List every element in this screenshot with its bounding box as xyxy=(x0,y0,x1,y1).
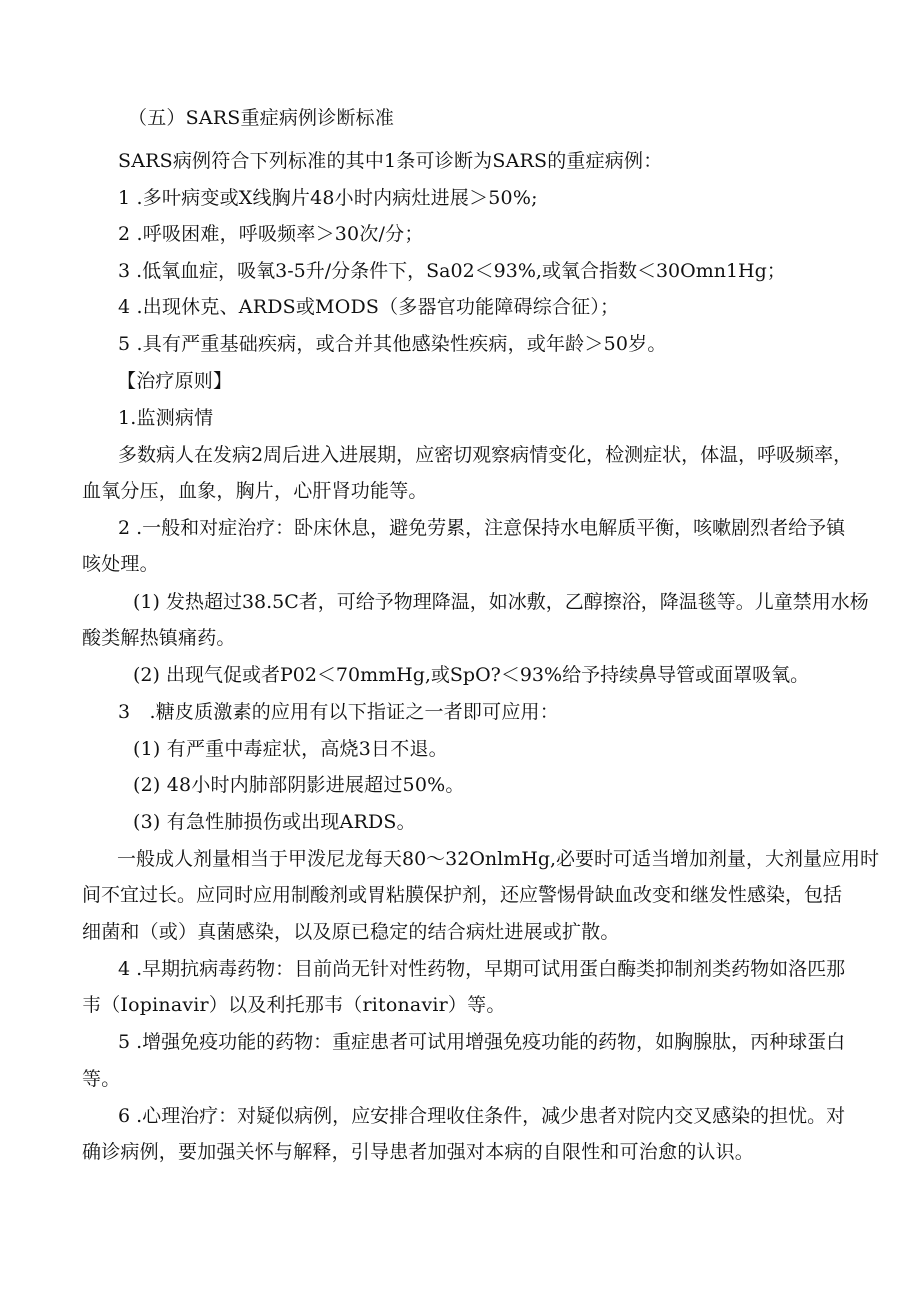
fever-line-1: (1) 发热超过38.5C者，可给予物理降温，如冰敷，乙醇擦浴，降温毯等。儿童禁用水杨 xyxy=(133,591,869,613)
criteria-item-2: 2 .呼吸困难，呼吸频率＞30次/分； xyxy=(118,223,424,245)
immune-line-2: 等。 xyxy=(82,1068,121,1090)
general-treatment-line-2: 咳处理。 xyxy=(82,553,159,575)
criteria-intro: SARS病例符合下列标准的其中1条可诊断为SARS的重症病例： xyxy=(118,150,663,172)
monitor-paragraph-line-1: 多数病人在发病2周后进入进展期，应密切观察病情变化，检测症状，体温，呼吸频率， xyxy=(118,444,853,466)
psych-line-1: 6 .心理治疗：对疑似病例，应安排合理收住条件，减少患者对院内交叉感染的担忧。对 xyxy=(118,1105,846,1127)
fever-line-2: 酸类解热镇痛药。 xyxy=(82,627,236,649)
treatment-heading: 【治疗原则】 xyxy=(117,370,233,392)
general-treatment-line-1: 2 .一般和对症治疗：卧床休息，避免劳累，注意保持水电解质平衡，咳嗽剧烈者给予镇 xyxy=(118,517,846,539)
psych-line-2: 确诊病例，要加强关怀与解释，引导患者加强对本病的自限性和可治愈的认识。 xyxy=(82,1141,755,1163)
steroids-title: 3 .糖皮质激素的应用有以下指证之一者即可应用： xyxy=(118,701,559,723)
steroids-item-1: (1) 有严重中毒症状，高烧3日不退。 xyxy=(133,738,448,760)
antiviral-line-2: 韦（Iopinavir）以及利托那韦（ritonavir）等。 xyxy=(82,994,506,1016)
dosage-line-3: 细菌和（或）真菌感染，以及原已稳定的结合病灶进展或扩散。 xyxy=(82,921,620,943)
monitor-paragraph-line-2: 血氧分压，血象，胸片，心肝肾功能等。 xyxy=(82,480,428,502)
oxygen-line: (2) 出现气促或者P02＜70mmHg,或SpO?＜93%给予持续鼻导管或面罩吸氧。 xyxy=(133,664,810,686)
immune-line-1: 5 .增强免疫功能的药物：重症患者可试用增强免疫功能的药物，如胸腺肽，丙种球蛋白 xyxy=(118,1031,846,1053)
criteria-item-1: 1 .多叶病变或X线胸片48小时内病灶进展＞50%; xyxy=(118,187,538,209)
antiviral-line-1: 4 .早期抗病毒药物：目前尚无针对性药物，早期可试用蛋白酶类抑制剂类药物如洛匹那 xyxy=(118,958,846,980)
dosage-line-1: 一般成人剂量相当于甲泼尼龙每天80〜32OnlmHg,必要时可适当增加剂量，大剂量应用时 xyxy=(117,848,880,870)
steroids-item-3: (3) 有急性肺损伤或出现ARDS。 xyxy=(133,811,416,833)
criteria-item-4: 4 .出现休克、ARDS或MODS（多器官功能障碍综合征）； xyxy=(118,296,620,318)
dosage-line-2: 间不宜过长。应同时应用制酸剂或胃粘膜保护剂，还应警惕骨缺血改变和继发性感染，包括 xyxy=(82,884,843,906)
criteria-item-3: 3 .低氧血症，吸氧3-5升/分条件下，Sa02＜93%,或氧合指数＜30Omn1Hg； xyxy=(118,260,786,282)
criteria-item-5: 5 .具有严重基础疾病，或合并其他感染性疾病，或年龄＞50岁。 xyxy=(118,333,667,355)
section-heading: （五）SARS重症病例诊断标准 xyxy=(128,107,395,129)
steroids-item-2: (2) 48小时内肺部阴影进展超过50%。 xyxy=(133,774,465,796)
monitor-title: 1.监测病情 xyxy=(118,407,214,429)
